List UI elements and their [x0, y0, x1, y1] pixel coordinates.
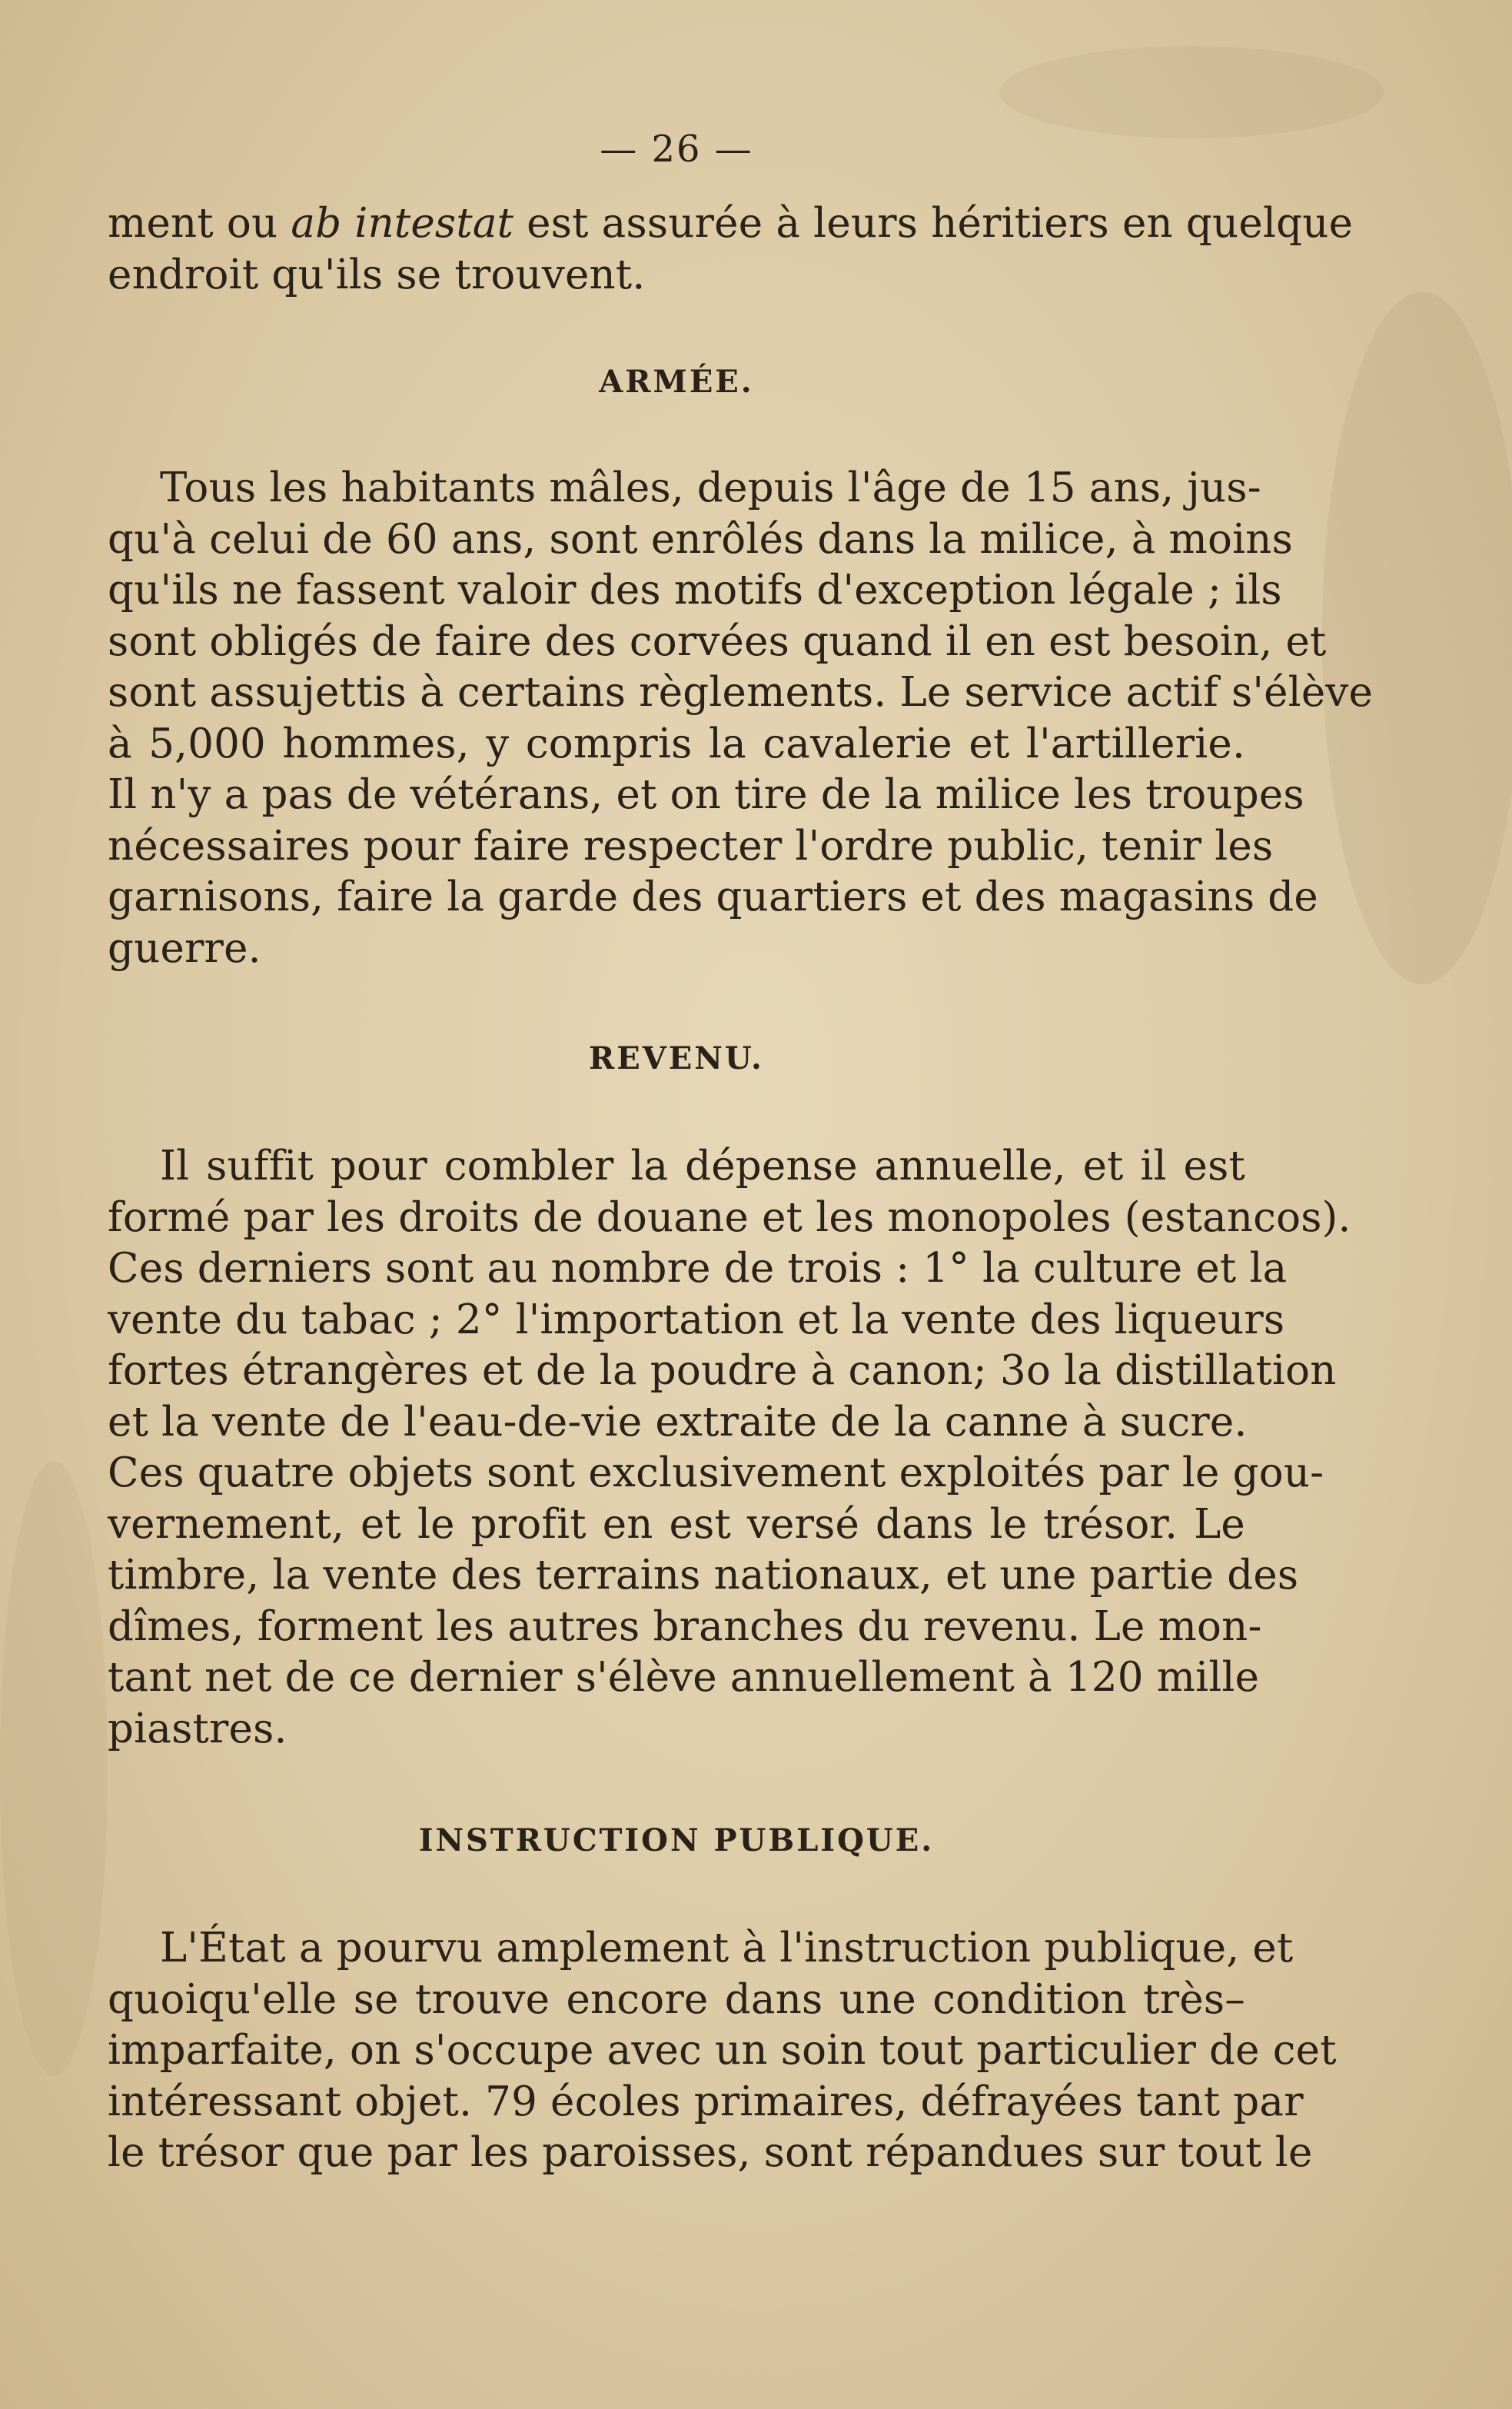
- italic-phrase: ab intestat: [291, 200, 514, 247]
- text-line: Ces derniers sont au nombre de trois : 1° la culture et la: [108, 1245, 1288, 1292]
- text-line: L'État a pourvu amplement à l'instruction publique, et: [160, 1925, 1294, 1971]
- section-paragraph: [108, 463, 1374, 974]
- text-line: imparfaite, on s'occupe avec un soin tout particulier de cet: [108, 2027, 1337, 2074]
- page-number: — 26 —: [600, 128, 753, 171]
- text-line: à 5,000 hommes, y compris la cavalerie et l'artillerie.: [108, 720, 1245, 767]
- section-heading: ARMÉE.: [599, 364, 754, 400]
- paper-stain: [999, 46, 1384, 138]
- text-line: garnisons, faire la garde des quartiers et des magasins de: [108, 873, 1318, 920]
- text-line: Tous les habitants mâles, depuis l'âge de 15 ans, jus-: [160, 464, 1261, 511]
- text-line: qu'ils ne fassent valoir des motifs d'exception légale ; ils: [108, 567, 1282, 614]
- text-line: piastres.: [108, 1705, 287, 1752]
- text-line: formé par les droits de douane et les monopoles (estancos).: [108, 1193, 1351, 1241]
- text-line: tant net de ce dernier s'élève annuellement à 120 mille: [108, 1654, 1260, 1701]
- text-line: timbre, la vente des terrains nationaux, et une partie des: [108, 1552, 1299, 1599]
- section-instruction: [108, 1822, 1337, 2179]
- text-line: vernement, et le profit en est versé dans le trésor. Le: [108, 1500, 1245, 1548]
- text-line: sont obligés de faire des corvées quand il en est besoin, et: [108, 617, 1327, 665]
- section-heading: INSTRUCTION PUBLIQUE.: [418, 1822, 935, 1858]
- text-line: intéressant objet. 79 écoles primaires, défrayées tant par: [108, 2078, 1304, 2125]
- text-fragment: ment ou: [108, 200, 291, 247]
- text-line: guerre.: [108, 924, 261, 972]
- text-line: vente du tabac ; 2° l'importation et la vente des liqueurs: [108, 1296, 1285, 1343]
- continuation-paragraph: [108, 198, 1354, 301]
- paper-stain: [1322, 292, 1512, 984]
- section-paragraph: [108, 1141, 1351, 1755]
- paper-stain: [0, 1461, 108, 2076]
- text-line: quoiqu'elle se trouve encore dans une condition très–: [108, 1975, 1245, 2023]
- section-heading: REVENU.: [589, 1040, 764, 1076]
- section-revenu: [108, 1040, 1351, 1755]
- section-paragraph: [108, 1923, 1337, 2179]
- text-line: et la vente de l'eau-de-vie extraite de la canne à sucre.: [108, 1398, 1248, 1446]
- text-line: dîmes, forment les autres branches du revenu. Le mon-: [108, 1602, 1262, 1650]
- text-line: Il suffit pour combler la dépense annuelle, et il est: [160, 1143, 1245, 1190]
- text-line: endroit qu'ils se trouvent.: [108, 251, 646, 298]
- page-content: [108, 128, 1374, 2179]
- text-line: [108, 198, 1354, 250]
- section-armee: [108, 364, 1374, 974]
- text-line: Ces quatre objets sont exclusivement exploités par le gou-: [108, 1449, 1324, 1496]
- text-line: sont assujettis à certains règlements. Le service actif s'élève: [108, 669, 1374, 716]
- text-line: le trésor que par les paroisses, sont répandues sur tout le: [108, 2129, 1313, 2176]
- text-line: qu'à celui de 60 ans, sont enrôlés dans la milice, à moins: [108, 515, 1294, 563]
- text-line: fortes étrangères et de la poudre à canon; 3o la distillation: [108, 1347, 1337, 1394]
- text-line: nécessaires pour faire respecter l'ordre public, tenir les: [108, 822, 1274, 870]
- text-line: Il n'y a pas de vétérans, et on tire de la milice les troupes: [108, 771, 1304, 818]
- text-fragment: est assurée à leurs héritiers en quelque: [513, 200, 1354, 247]
